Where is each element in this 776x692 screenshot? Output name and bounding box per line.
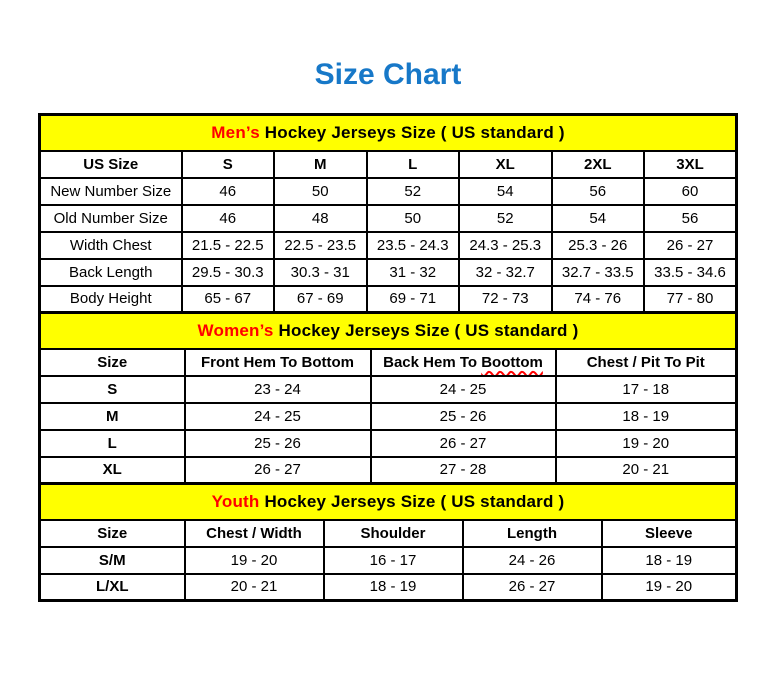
value-cell: 54 xyxy=(552,205,645,232)
value-cell: 19 - 20 xyxy=(185,547,324,574)
value-cell: 18 - 19 xyxy=(602,547,737,574)
row-label: XL xyxy=(40,457,185,484)
table-row xyxy=(40,178,737,205)
value-cell: 52 xyxy=(459,205,552,232)
column-header: US Size xyxy=(40,151,182,178)
column-header: L xyxy=(367,151,460,178)
value-cell: 65 - 67 xyxy=(182,286,275,313)
value-cell: 25.3 - 26 xyxy=(552,232,645,259)
value-cell: 31 - 32 xyxy=(367,259,460,286)
row-label: S/M xyxy=(40,547,185,574)
value-cell: 60 xyxy=(644,178,737,205)
column-header: Chest / Width xyxy=(185,520,324,547)
value-cell: 20 - 21 xyxy=(185,574,324,601)
banner-text: Hockey Jerseys Size ( US standard ) xyxy=(278,320,579,340)
value-cell: 77 - 80 xyxy=(644,286,737,313)
table-row xyxy=(40,430,737,457)
row-label: Back Length xyxy=(40,259,182,286)
youth-banner-row xyxy=(40,484,737,520)
value-cell: 21.5 - 22.5 xyxy=(182,232,275,259)
row-label: M xyxy=(40,403,185,430)
value-cell: 67 - 69 xyxy=(274,286,367,313)
value-cell: 24 - 26 xyxy=(463,547,602,574)
column-header: Size xyxy=(40,520,185,547)
womens-banner-row xyxy=(40,313,737,349)
banner-text: Hockey Jerseys Size ( US standard ) xyxy=(264,122,565,142)
page-title: Size Chart xyxy=(314,58,462,91)
column-header: Shoulder xyxy=(324,520,463,547)
value-cell: 24.3 - 25.3 xyxy=(459,232,552,259)
youth-section-banner xyxy=(40,484,737,520)
column-header: XL xyxy=(459,151,552,178)
value-cell: 20 - 21 xyxy=(556,457,737,484)
column-header: Sleeve xyxy=(602,520,737,547)
value-cell: 54 xyxy=(459,178,552,205)
column-header: Chest / Pit To Pit xyxy=(556,349,737,376)
value-cell: 46 xyxy=(182,178,275,205)
value-cell: 29.5 - 30.3 xyxy=(182,259,275,286)
banner-highlight: Women’s xyxy=(197,320,274,340)
womens-header-row xyxy=(40,349,737,376)
value-cell: 18 - 19 xyxy=(324,574,463,601)
value-cell: 69 - 71 xyxy=(367,286,460,313)
size-chart xyxy=(38,113,738,602)
column-header: M xyxy=(274,151,367,178)
value-cell: 18 - 19 xyxy=(556,403,737,430)
value-cell: 24 - 25 xyxy=(371,376,556,403)
column-header-text: Back Hem To xyxy=(383,353,478,371)
value-cell: 25 - 26 xyxy=(185,430,371,457)
table-row xyxy=(40,286,737,313)
value-cell: 46 xyxy=(182,205,275,232)
value-cell: 26 - 27 xyxy=(463,574,602,601)
row-label: Width Chest xyxy=(40,232,182,259)
table-row xyxy=(40,403,737,430)
column-header: 2XL xyxy=(552,151,645,178)
value-cell: 23 - 24 xyxy=(185,376,371,403)
value-cell: 19 - 20 xyxy=(602,574,737,601)
row-label: L xyxy=(40,430,185,457)
row-label: L/XL xyxy=(40,574,185,601)
value-cell: 50 xyxy=(274,178,367,205)
youth-size-table xyxy=(38,482,738,602)
value-cell: 26 - 27 xyxy=(371,430,556,457)
table-row xyxy=(40,232,737,259)
value-cell: 27 - 28 xyxy=(371,457,556,484)
mens-banner-row xyxy=(40,115,737,151)
value-cell: 56 xyxy=(644,205,737,232)
column-header: S xyxy=(182,151,275,178)
youth-header-row xyxy=(40,520,737,547)
banner-highlight: Youth xyxy=(211,491,260,511)
value-cell: 74 - 76 xyxy=(552,286,645,313)
value-cell: 30.3 - 31 xyxy=(274,259,367,286)
column-header: Front Hem To Bottom xyxy=(185,349,371,376)
womens-section-banner xyxy=(40,313,737,349)
value-cell: 23.5 - 24.3 xyxy=(367,232,460,259)
value-cell: 16 - 17 xyxy=(324,547,463,574)
value-cell: 19 - 20 xyxy=(556,430,737,457)
table-row xyxy=(40,259,737,286)
value-cell: 50 xyxy=(367,205,460,232)
table-row xyxy=(40,547,737,574)
table-row xyxy=(40,457,737,484)
row-label: New Number Size xyxy=(40,178,182,205)
value-cell: 33.5 - 34.6 xyxy=(644,259,737,286)
value-cell: 56 xyxy=(552,178,645,205)
value-cell: 24 - 25 xyxy=(185,403,371,430)
table-row xyxy=(40,574,737,601)
value-cell: 52 xyxy=(367,178,460,205)
row-label: Old Number Size xyxy=(40,205,182,232)
mens-header-row xyxy=(40,151,737,178)
column-header: 3XL xyxy=(644,151,737,178)
value-cell: 25 - 26 xyxy=(371,403,556,430)
value-cell: 32.7 - 33.5 xyxy=(552,259,645,286)
value-cell: 26 - 27 xyxy=(644,232,737,259)
value-cell: 32 - 32.7 xyxy=(459,259,552,286)
row-label: Body Height xyxy=(40,286,182,313)
value-cell: 22.5 - 23.5 xyxy=(274,232,367,259)
banner-text: Hockey Jerseys Size ( US standard ) xyxy=(264,491,565,511)
column-header: Length xyxy=(463,520,602,547)
value-cell: 72 - 73 xyxy=(459,286,552,313)
table-row xyxy=(40,376,737,403)
column-header: Size xyxy=(40,349,185,376)
banner-highlight: Men’s xyxy=(211,122,260,142)
mens-size-table xyxy=(38,113,738,314)
mens-section-banner xyxy=(40,115,737,151)
spellcheck-word: Boottom xyxy=(481,353,543,371)
row-label: S xyxy=(40,376,185,403)
value-cell: 48 xyxy=(274,205,367,232)
column-header xyxy=(371,349,556,376)
womens-size-table xyxy=(38,311,738,485)
value-cell: 26 - 27 xyxy=(185,457,371,484)
table-row xyxy=(40,205,737,232)
value-cell: 17 - 18 xyxy=(556,376,737,403)
